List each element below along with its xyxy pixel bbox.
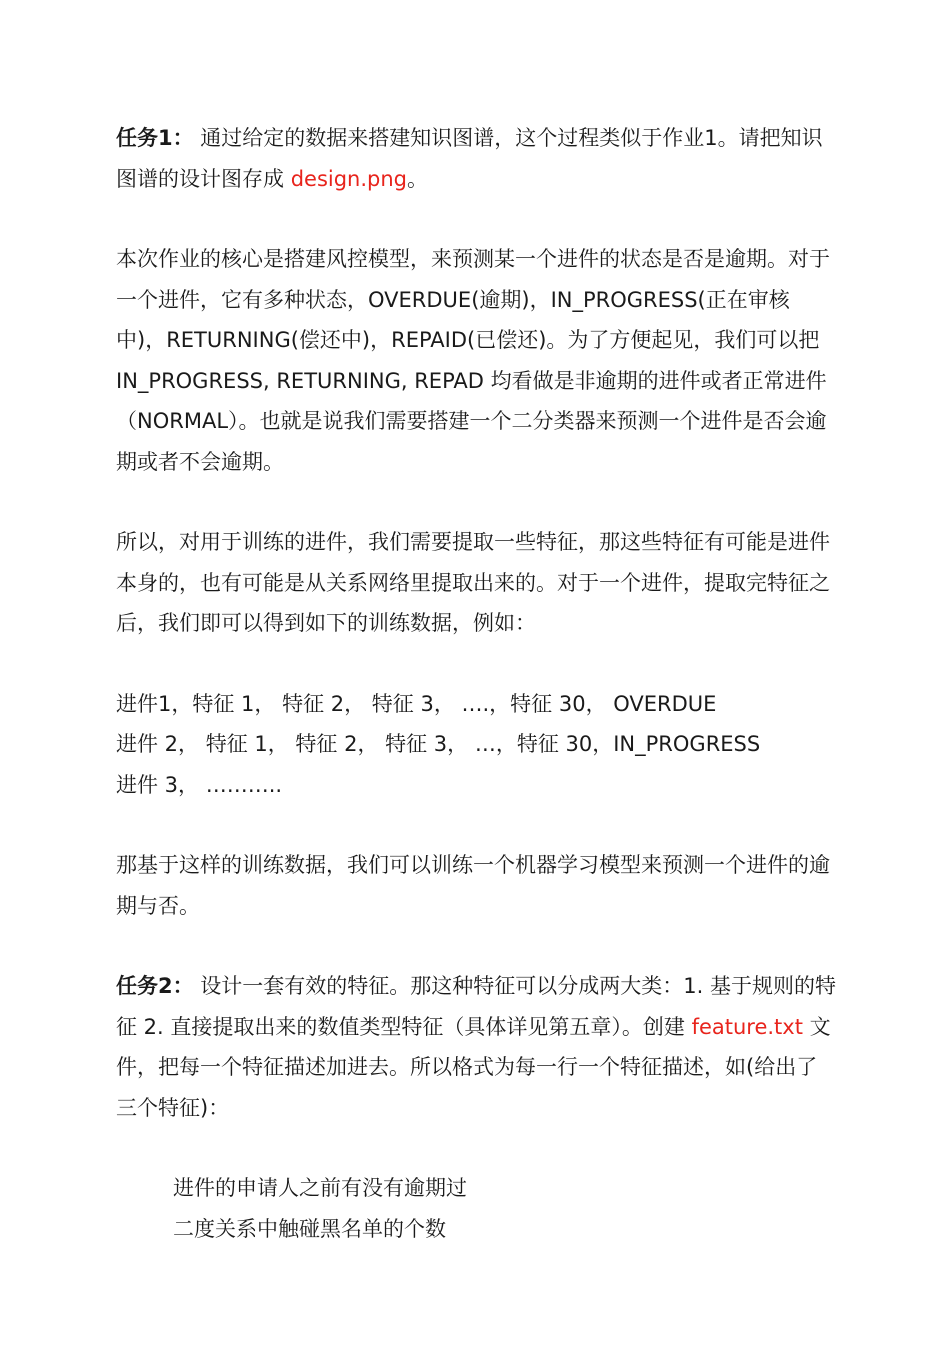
spacer <box>116 199 836 239</box>
task1-label: 任务1： <box>116 126 194 150</box>
spacer <box>116 1128 836 1168</box>
task1-text-end: 。 <box>407 166 428 191</box>
task2-text: 设计一套有效的特征。那这种特征可以分成两大类：1. 基于规则的特征 2. 直接提取出来的数值类型特征（具体详见第五章）。创建 <box>116 974 837 1039</box>
task2-label: 任务2： <box>116 974 194 998</box>
spacer <box>116 482 836 522</box>
example-line: 进件 2， 特征 1， 特征 2， 特征 3， …，特征 30，IN_PROGRESS <box>116 732 761 756</box>
feature-examples <box>116 1168 836 1249</box>
intro-paragraph: 本次作业的核心是搭建风控模型，来预测某一个进件的状态是否是逾期。对于一个进件，它有多种状态，OVERDUE(逾期)，IN_PROGRESS(正在审核中)，RETURNING(偿还中)，REPAID(已偿还)。为了方便起见，我们可以把 IN_PROGRESS, RETURNING, REPAD 均看做是非逾期的进件或者正常进件（NORMAL）。也就是说我们需要搭建一个二分类器来预测一个进件是否会逾期或者不会逾期。 <box>116 247 830 474</box>
task2-paragraph <box>116 966 836 1128</box>
training-data-examples <box>116 684 836 806</box>
feature-line: 进件的申请人之前有没有逾期过 <box>173 1176 467 1200</box>
task2-file-name: feature.txt <box>691 1014 803 1039</box>
task2-text-end: 文件，把每一个特征描述加进去。所以格式为每一行一个特征描述，如(给出了三个特征)： <box>116 1014 831 1120</box>
feature-extraction-paragraph: 所以，对用于训练的进件，我们需要提取一些特征，那这些特征有可能是进件本身的，也有可能是从关系网络里提取出来的。对于一个进件，提取完特征之后，我们即可以得到如下的训练数据，例如： <box>116 530 830 635</box>
feature-line: 二度关系中触碰黑名单的个数 <box>173 1216 446 1241</box>
example-line: 进件1，特征 1， 特征 2， 特征 3， ….，特征 30， OVERDUE <box>116 691 717 716</box>
spacer <box>116 644 836 684</box>
task1-text: 通过给定的数据来搭建知识图谱，这个过程类似于作业1。请把知识图谱的设计图存成 <box>116 126 823 191</box>
example-line: 进件 3， ……….. <box>116 772 283 797</box>
spacer <box>116 926 836 966</box>
document-body <box>116 118 836 1249</box>
task1-file-name: design.png <box>290 166 407 191</box>
summary-paragraph: 那基于这样的训练数据，我们可以训练一个机器学习模型来预测一个进件的逾期与否。 <box>116 853 830 918</box>
task1-paragraph <box>116 118 836 199</box>
spacer <box>116 805 836 845</box>
